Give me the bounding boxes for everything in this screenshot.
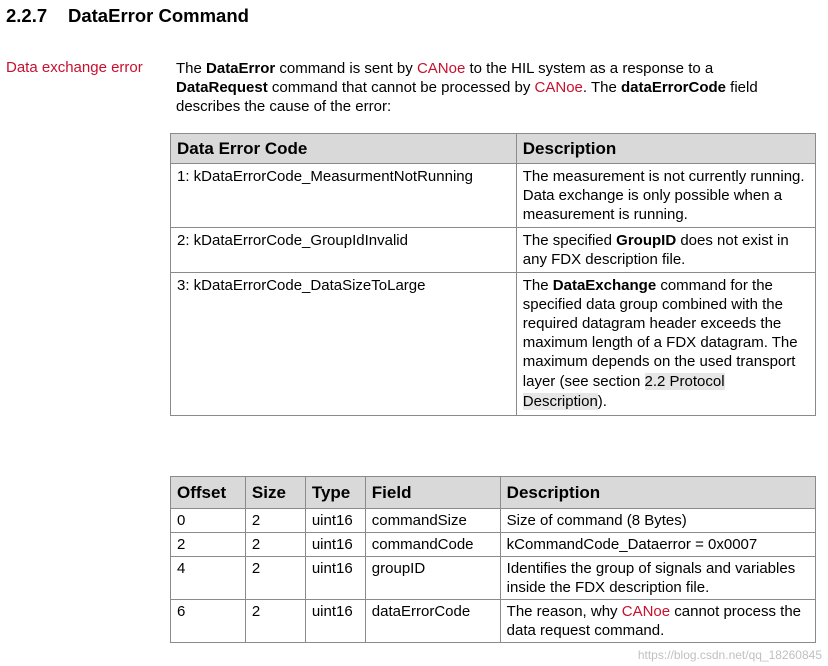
table-row: [171, 600, 816, 643]
type-cell: uint16: [305, 533, 365, 557]
error-code-cell: 3: kDataErrorCode_DataSizeToLarge: [171, 273, 517, 416]
margin-note: Data exchange error: [6, 59, 143, 76]
groupid-term: GroupID: [616, 232, 677, 249]
intro-dataerrorcode-term: dataErrorCode: [620, 79, 727, 96]
section-link-title[interactable]: Description: [522, 393, 598, 410]
intro-text: field describes the cause of the error:: [176, 79, 758, 115]
section-heading: [6, 5, 249, 27]
table-row: [171, 509, 816, 533]
offset-cell: 2: [171, 533, 246, 557]
section-number: 2.2.7: [6, 5, 48, 26]
size-cell: 2: [245, 509, 305, 533]
canoe-term: CANoe: [416, 60, 466, 77]
size-cell: 2: [245, 600, 305, 643]
description-cell: The reason, why CANoe cannot process the data request command.: [500, 600, 815, 643]
type-cell: uint16: [305, 557, 365, 600]
section-link[interactable]: 2.2 Protocol: [644, 373, 725, 390]
intro-text: command that cannot be processed by: [267, 79, 535, 96]
intro-paragraph: [176, 59, 806, 116]
table-row: [171, 228, 816, 273]
field-cell: groupID: [365, 557, 500, 600]
field-cell: commandSize: [365, 509, 500, 533]
error-code-cell: 1: kDataErrorCode_MeasurmentNotRunning: [171, 164, 517, 228]
table-row: [171, 164, 816, 228]
watermark: https://blog.csdn.net/qq_18260845: [637, 648, 822, 662]
error-desc-cell: The DataExchange command for the specified data group combined with the required datagram header exceeds the maximum length of a FDX datagram. The maximum depends on the used transport layer (see section 2.2 Protocol Description).: [516, 273, 815, 416]
canoe-term: CANoe: [621, 603, 671, 620]
offset-cell: 4: [171, 557, 246, 600]
header-size: Size: [245, 477, 305, 509]
table-row: [171, 273, 816, 416]
table-header-row: [171, 134, 816, 164]
header-data-error-code: Data Error Code: [171, 134, 517, 164]
intro-text: The: [176, 60, 207, 77]
error-desc-cell: The specified GroupID does not exist in any FDX description file.: [516, 228, 815, 273]
table-row: [171, 533, 816, 557]
error-code-cell: 2: kDataErrorCode_GroupIdInvalid: [171, 228, 517, 273]
command-field-table: [170, 476, 816, 643]
dataexchange-term: DataExchange: [552, 277, 657, 294]
header-type: Type: [305, 477, 365, 509]
header-field: Field: [365, 477, 500, 509]
field-cell: commandCode: [365, 533, 500, 557]
offset-cell: 0: [171, 509, 246, 533]
section-title: DataError Command: [68, 5, 249, 26]
intro-text: to the HIL system as a response to a: [465, 60, 714, 77]
error-desc-cell: The measurement is not currently running. Data exchange is only possible when a measurement is running.: [516, 164, 815, 228]
offset-cell: 6: [171, 600, 246, 643]
intro-dataerror-term: DataError: [206, 60, 276, 77]
type-cell: uint16: [305, 509, 365, 533]
intro-datarequest-term: DataRequest: [176, 79, 268, 96]
description-cell: kCommandCode_Dataerror = 0x0007: [500, 533, 815, 557]
data-error-code-table: [170, 133, 816, 416]
intro-text: . The: [582, 79, 621, 96]
header-description: Description: [500, 477, 815, 509]
field-cell: dataErrorCode: [365, 600, 500, 643]
table-header-row: [171, 477, 816, 509]
size-cell: 2: [245, 533, 305, 557]
description-cell: Size of command (8 Bytes): [500, 509, 815, 533]
intro-text: command is sent by: [275, 60, 417, 77]
table-row: [171, 557, 816, 600]
type-cell: uint16: [305, 600, 365, 643]
header-description: Description: [516, 134, 815, 164]
canoe-term: CANoe: [534, 79, 583, 96]
header-offset: Offset: [171, 477, 246, 509]
description-cell: Identifies the group of signals and variables inside the FDX description file.: [500, 557, 815, 600]
size-cell: 2: [245, 557, 305, 600]
